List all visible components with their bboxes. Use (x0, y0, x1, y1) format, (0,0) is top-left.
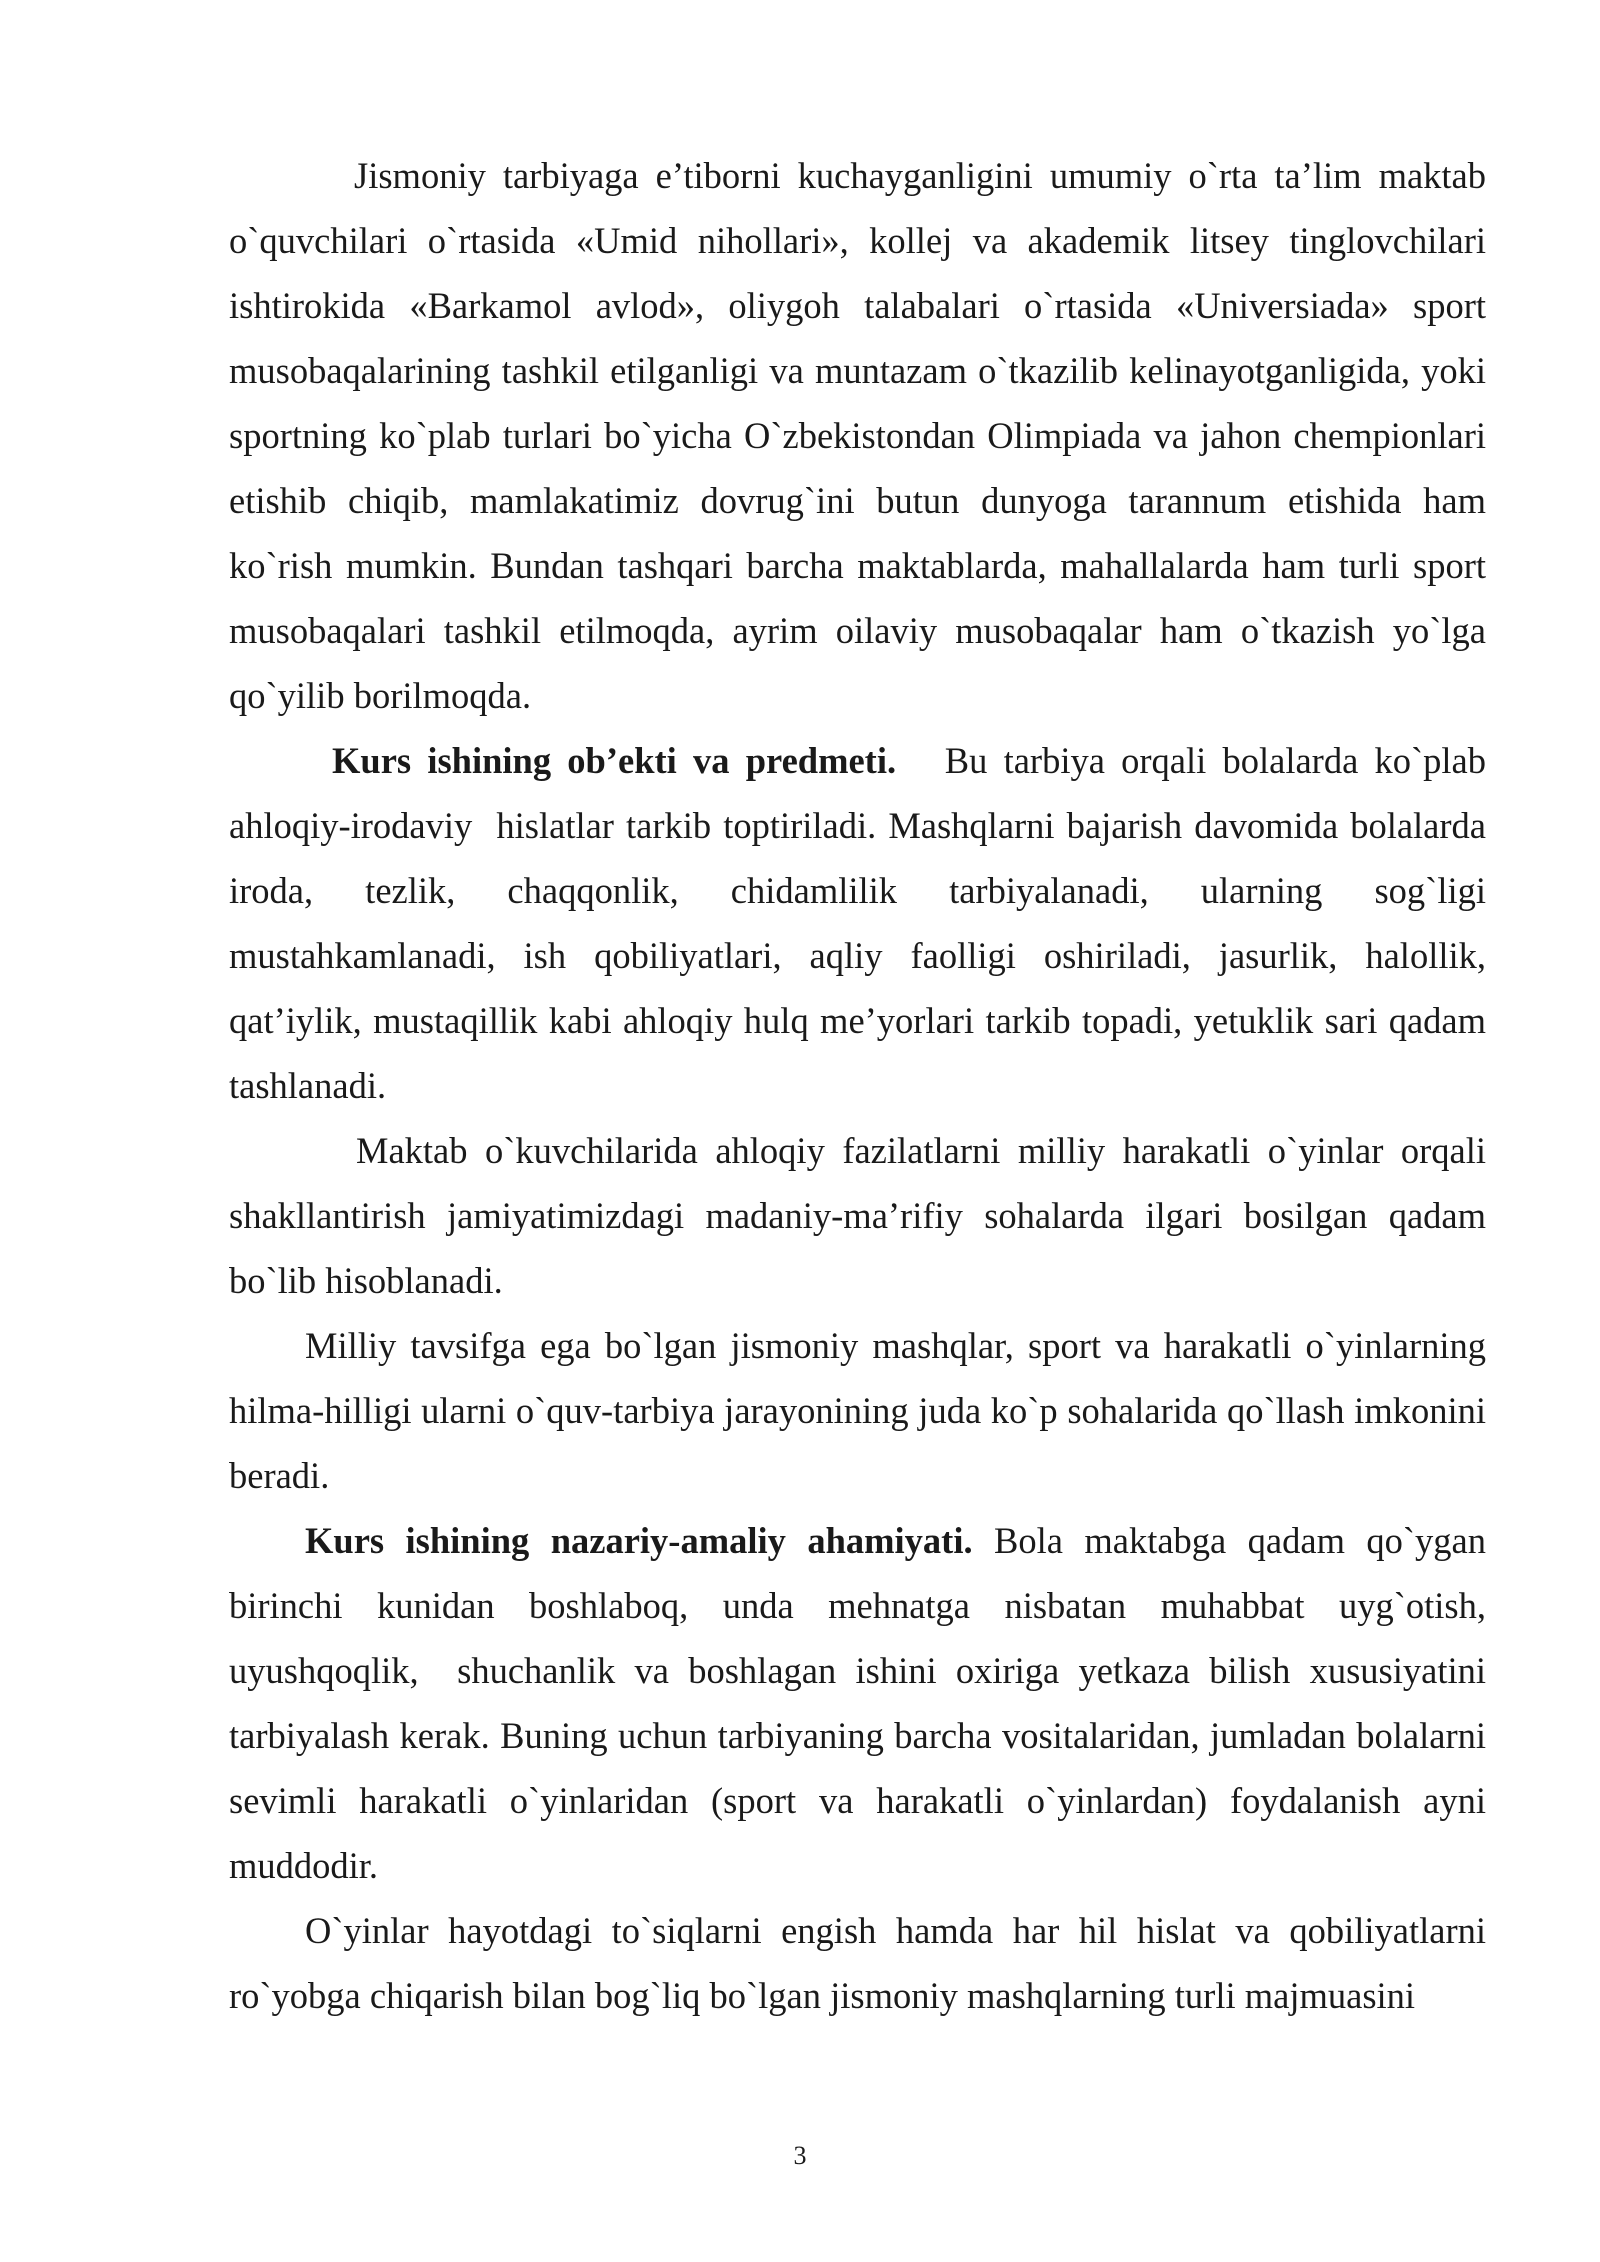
paragraph-moral-qualities (229, 1118, 1486, 1313)
paragraph-text: Bola maktabga qadam qo`ygan birinchi kunidan boshlaboq, unda mehnatga nisbatan muhabbat uyg`otish, uyushqoqlik, shuchanlik va boshlagan ishini oxiriga yetkaza bilish xususiyatini tarbiyalash kerak. Buning uchun tarbiyaning barcha vositalaridan, jumladan bolalarni sevimli harakatli o`yinlaridan (sport va harakatli o`yinlardan) foydalanish ayni muddodir. (229, 1520, 1496, 1886)
section-heading-theoretical-practical: Kurs ishining nazariy-amaliy ahamiyati. (305, 1520, 973, 1561)
paragraph-theoretical-practical (229, 1508, 1496, 1898)
paragraph-text: Milliy tavsifga ega bo`lgan jismoniy mashqlar, sport va harakatli o`yinlarning hilma-hilligi ularni o`quv-tarbiya jarayonining juda ko`p sohalarida qo`llash imkonini beradi. (229, 1325, 1486, 1496)
paragraph-text: Bu tarbiya orqali bolalarda ko`plab ahloqiy-irodaviy hislatlar tarkib toptiriladi. Mashqlarni bajarish davomida bolalarda iroda, tezlik, chaqqonlik, chidamlilik tarbiyalanadi, ularning sog`ligi mustahkamlanadi, ish qobiliyatlari, aqliy faolligi oshiriladi, jasurlik, halollik, qat’iylik, mustaqillik kabi ahloqiy hulq me’yorlari tarkib topadi, yetuklik sari qadam tashlanadi. (229, 740, 1496, 1106)
paragraph-games-obstacles (229, 1898, 1486, 2028)
paragraph-object-and-subject (229, 728, 1496, 1118)
document-body (229, 143, 1496, 2028)
paragraph-text: O`yinlar hayotdagi to`siqlarni engish hamda har hil hislat va qobiliyatlarni ro`yobga chiqarish bilan bog`liq bo`lgan jismoniy mashqlarning turli majmuasini (229, 1910, 1486, 2016)
page-number: 3 (793, 2141, 807, 2170)
section-heading-object-subject: Kurs ishining ob’ekti va predmeti. (332, 740, 897, 781)
paragraph-national-exercises (229, 1313, 1486, 1508)
paragraph-text: Jismoniy tarbiyaga e’tiborni kuchayganligini umumiy o`rta ta’lim maktab o`quvchilari o`rtasida «Umid nihollari», kollej va akademik litsey tinglovchilari ishtirokida «Barkamol avlod», oliygoh talabalari o`rtasida «Universiada» sport musobaqalarining tashkil etilganligi va muntazam o`tkazilib kelinayotganligida, yoki sportning ko`plab turlari bo`yicha O`zbekistondan Olimpiada va jahon chempionlari etishib chiqib, mamlakatimiz dovrug`ini butun dunyoga tarannum etishida ham ko`rish mumkin. Bundan tashqari barcha maktablarda, mahallalarda ham turli sport musobaqalari tashkil etilmoqda, ayrim oilaviy musobaqalar ham o`tkazish yo`lga qo`yilib borilmoqda. (229, 155, 1486, 716)
paragraph-text: Maktab o`kuvchilarida ahloqiy fazilatlarni milliy harakatli o`yinlar orqali shakllantirish jamiyatimizdagi madaniy-ma’rifiy sohalarda ilgari bosilgan qadam bo`lib hisoblanadi. (229, 1130, 1486, 1301)
paragraph-sport-competitions (229, 143, 1486, 728)
